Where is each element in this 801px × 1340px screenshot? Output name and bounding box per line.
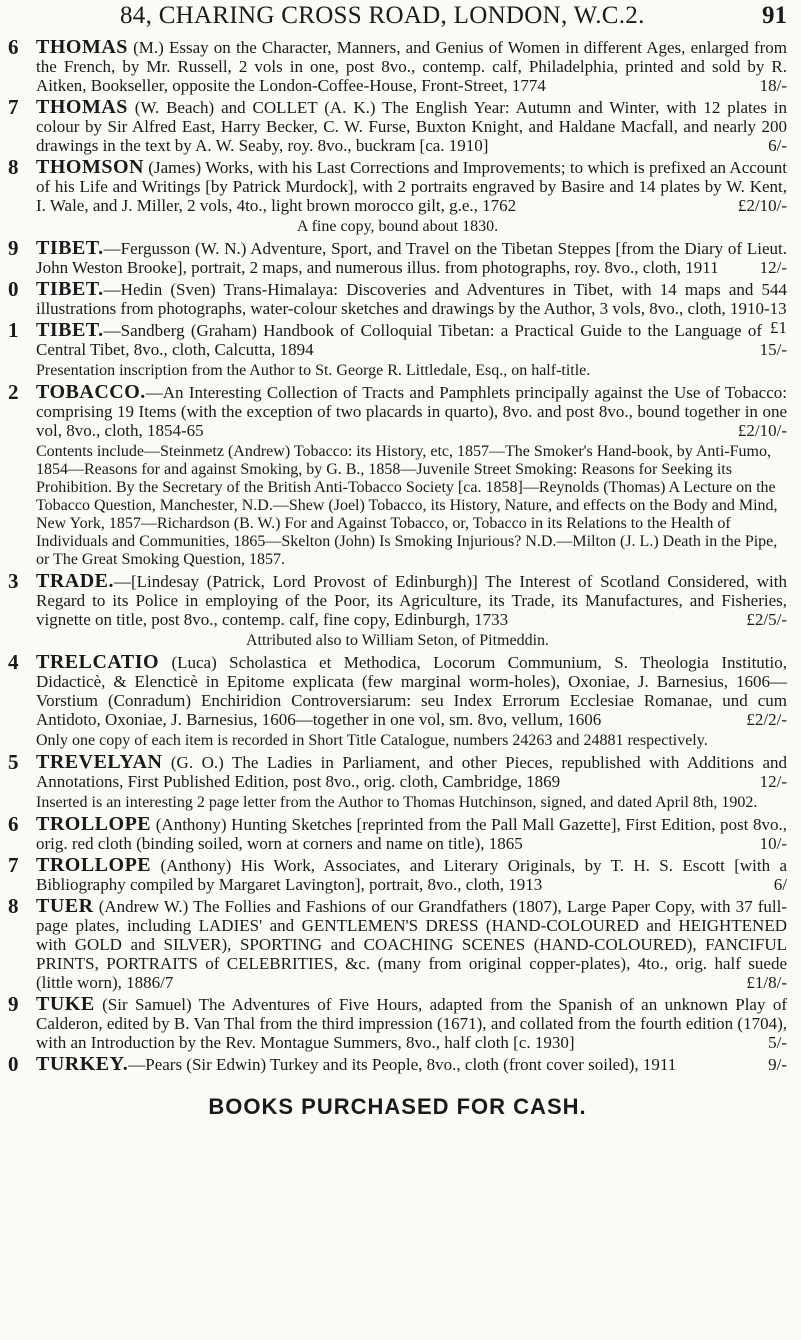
entry-note: Attributed also to William Seton, of Pitmeddin. [245, 632, 550, 649]
catalogue-entry [8, 992, 788, 1052]
entry-author: TUKE [36, 993, 95, 1015]
entry-price: £1/8/- [746, 973, 787, 992]
catalogue-entry [8, 1052, 787, 1076]
entry-number: 9 [8, 992, 19, 1016]
entry-author: TREVELYAN [36, 751, 163, 773]
entry-price: £2/2/- [746, 710, 787, 729]
entry-author: TOBACCO. [36, 381, 146, 403]
entry-description: (James) Works, with his Last Corrections and Improvements; to which is prefixed an Account of his Life and Writings [by Patrick Murdock], with 2 portraits engraved by Basire and 14 plates by W. Kent, I. Wale, and J. Miller, 2 vols, 4to., light brown morocco gilt, g.e., 1762 [36, 158, 788, 215]
entry-description: (G. O.) The Ladies in Parliament, and other Pieces, republished with Additions and Annotations, First Published Edition, post 8vo., orig. cloth, Cambridge, 1869 [36, 753, 787, 791]
entry-description: —An Interesting Collection of Tracts and Pamphlets principally against the Use of Tobacco: comprising 19 Items (with the exception of two placards in quarto), 8vo. and post 8vo., bound together in one vol, 8vo., cloth, 1854-65 [36, 383, 787, 440]
entry-author: TRELCATIO [36, 651, 160, 673]
entry-author: THOMSON [36, 156, 144, 178]
entry-description: (Anthony) His Work, Associates, and Literary Originals, by T. H. S. Escott [with a Bibliography compiled by Margaret Lavington], portrait, 8vo., cloth, 1913 [36, 856, 788, 894]
entry-price: 18/- [759, 76, 787, 95]
entry-author: TRADE. [36, 570, 115, 592]
catalogue-entry [8, 853, 788, 894]
catalogue-entry [8, 569, 787, 629]
entry-author: THOMAS [36, 96, 128, 118]
entry-number: 5 [8, 750, 19, 774]
entry-note: Only one copy of each item is recorded in Short Title Catalogue, numbers 24263 and 24881 respectively. [36, 732, 708, 749]
entry-number: 6 [8, 812, 19, 836]
entry-author: TURKEY. [36, 1053, 129, 1075]
entry-author: TROLLOPE [36, 813, 152, 835]
catalogue-entry [8, 750, 787, 791]
entry-number: 0 [8, 1052, 19, 1076]
entry-description: (M.) Essay on the Character, Manners, and Genius of Women in different Ages, enlarged from the French, by Mr. Russell, 2 vols in one, post 8vo., contemp. calf, Philadelphia, printed and sold by R. Aitken, Bookseller, opposite the London-Coffee-House, Front-Street, 1774 [36, 38, 788, 95]
entry-number: 4 [8, 650, 19, 674]
entry-price: 12/- [759, 258, 787, 277]
entry-number: 6 [8, 35, 19, 59]
entry-price: 5/- [768, 1033, 787, 1052]
catalogue-entry [8, 380, 787, 440]
entry-number: 8 [8, 155, 19, 179]
catalogue-entry [8, 155, 788, 215]
catalogue-entry [8, 95, 788, 155]
entry-note: Inserted is an interesting 2 page letter from the Author to Thomas Hutchinson, signed, and dated April 8th, 1902. [36, 794, 758, 811]
page-header [8, 2, 787, 38]
entry-number: 7 [8, 95, 19, 119]
catalogue-entry [8, 35, 788, 95]
entry-description: (Luca) Scholastica et Methodica, Locorum Communium, S. Theologia Institutio, Didacticè, & Elencticè in Epitome explicata (few marginal worm-holes), Oxoniae, J. Barnesius, 1606—Vorstium (Conradum) Enchiridion Controversiarum: seu Index Errorum Ecclesiae Romanae, und cum Antidoto, Oxoniae, J. Barnesius, 1606—together in one vol, sm. 8vo, vellum, 1606 [36, 653, 787, 729]
entry-price: 6/- [768, 136, 787, 155]
entry-price: 15/- [759, 340, 787, 359]
catalogue-entry [8, 812, 788, 853]
entry-price: 12/- [759, 772, 787, 791]
page-title: 84, CHARING CROSS ROAD, LONDON, W.C.2. [120, 2, 645, 29]
entry-number: 0 [8, 277, 19, 301]
entry-description: (W. Beach) and COLLET (A. K.) The English Year: Autumn and Winter, with 12 plates in colour by Sir Alfred East, Harry Becker, C. W. Furse, Buxton Knight, and Haldane Macfall, and nearly 200 drawings in the text by A. W. Seaby, roy. 8vo., buckram [ca. 1910] [36, 98, 788, 155]
page-footer: BOOKS PURCHASED FOR CASH. [208, 1094, 587, 1119]
page-number: 91 [762, 2, 787, 29]
entry-price: £2/10/- [737, 196, 787, 215]
entry-number: 8 [8, 894, 19, 918]
entry-price: £1 [770, 318, 787, 337]
entry-author: TUER [36, 895, 94, 917]
entry-price: 10/- [759, 834, 787, 853]
catalogue-entry [8, 277, 787, 337]
entry-note: A fine copy, bound about 1830. [296, 218, 499, 235]
entry-author: TROLLOPE [36, 854, 152, 876]
catalogue-entry [8, 318, 787, 359]
entry-price: £2/10/- [737, 421, 787, 440]
entry-number: 1 [8, 318, 19, 342]
entry-number: 7 [8, 853, 19, 877]
catalogue-entry [8, 894, 788, 992]
entry-author: TIBET. [36, 278, 104, 300]
entry-description: —Pears (Sir Edwin) Turkey and its People, 8vo., cloth (front cover soiled), 1911 [128, 1055, 677, 1074]
entry-author: THOMAS [36, 36, 128, 58]
entry-number: 2 [8, 380, 19, 404]
entry-price: 6/ [773, 875, 787, 894]
entry-description: —Hedin (Sven) Trans-Himalaya: Discoveries and Adventures in Tibet, with 14 maps and 544 illustrations from photographs, water-colour sketches and drawings by the Author, 3 vols, 8vo., cloth, 1910-13 [36, 280, 787, 318]
entry-author: TIBET. [36, 319, 104, 341]
entry-author: TIBET. [36, 237, 104, 259]
entry-contents-note: Contents include—Steinmetz (Andrew) Tobacco: its History, etc, 1857—The Smoker's Hand-book, by Anti-Fumo, 1854—Reasons for and against Smoking, by G. B., 1858—Juvenile Street Smoking: Reasons for Seeking its Prohibition. By the Secretary of the British Anti-Tobacco Society [ca. 1858]—Reynolds (Thomas) A Lecture on the Tobacco Question, Manchester, N.D.—Shew (Joel) Tobacco, its History, Nature, and effects on the Body and Mind, New York, 1857—Richardson (B. W.) For and Against Tobacco, or, Tobacco in its Relations to the Health of Individuals and Communities, 1865—Skelton (John) Is Smoking Injurious? N.D.—Milton (J. L.) Death in the Pipe, or The Great Smoking Question, 1857. [36, 443, 778, 568]
catalogue-entry [8, 236, 787, 277]
entry-note: Presentation inscription from the Author to St. George R. Littledale, Esq., on half-title. [36, 362, 591, 379]
entry-description: (Andrew W.) The Follies and Fashions of our Grandfathers (1807), Large Paper Copy, with 37 full-page plates, including LADIES' and GENTLEMEN'S DRESS (HAND-COLOURED and HEIGHTENED with GOLD and SILVER), SPORTING and COACHING SCENES (HAND-COLOURED), FANCIFUL PRINTS, PORTRAITS of CELEBRITIES, &c. (many from original copper-plates), 4to., orig. half suede (little worn), 1886/7 [36, 897, 788, 992]
entry-price: £2/5/- [746, 610, 787, 629]
entry-price: 9/- [768, 1055, 787, 1074]
entry-description: —[Lindesay (Patrick, Lord Provost of Edinburgh)] The Interest of Scotland Considered, with Regard to its Police in employing of the Poor, its Agriculture, its Trade, its Manufactures, and Fisheries, vignette on title, post 8vo., contemp. calf, fine copy, Edinburgh, 1733 [36, 572, 787, 629]
entry-number: 9 [8, 236, 19, 260]
entry-description: (Anthony) Hunting Sketches [reprinted from the Pall Mall Gazette], First Edition, post 8vo., orig. red cloth (binding soiled, worn at corners and name on title), 1865 [36, 815, 788, 853]
catalogue-entry [8, 650, 787, 729]
entry-description: —Sandberg (Graham) Handbook of Colloquial Tibetan: a Practical Guide to the Language of Central Tibet, 8vo., cloth, Calcutta, 1894 [36, 321, 762, 359]
entry-number: 3 [8, 569, 19, 593]
entry-description: (Sir Samuel) The Adventures of Five Hours, adapted from the Spanish of an unknown Play of Calderon, edited by B. Van Thal from the third impression (1671), and collated from the fourth edition (1704), with an Introduction by the Rev. Montague Summers, 8vo., half cloth [c. 1930] [36, 995, 788, 1052]
entry-description: —Fergusson (W. N.) Adventure, Sport, and Travel on the Tibetan Steppes [from the Diary of Lieut. John Weston Brooke], portrait, 2 maps, and numerous illus. from photographs, roy. 8vo., cloth, 1911 [36, 239, 787, 277]
